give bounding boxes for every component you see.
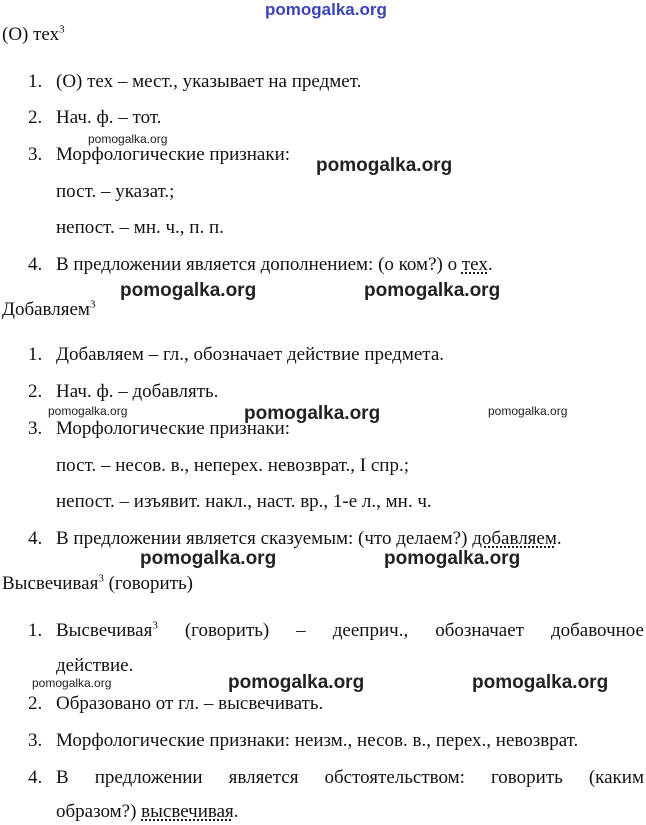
watermark: pomogalka.org [472,672,609,693]
feature-line: пост. – указат.; [56,181,175,202]
list-item: 4. В предложении является сказуемым: (что делаем?) добавляем. [28,528,562,549]
watermark: pomogalka.org [32,676,112,690]
list-item: 3. Морфологические признаки: неизм., несов. в., перех., невозврат. [28,730,579,751]
feature-line: непост. – мн. ч., п. п. [56,217,224,238]
watermark: pomogalka.org [488,404,568,418]
watermark: pomogalka.org [228,672,365,693]
list-item: 1. Добавляем – гл., обозначает действие предмета. [28,344,445,365]
watermark-top: pomogalka.org [265,0,387,19]
section-heading: Высвечивая$^3$ (говорить) [2,572,194,594]
list-item-continuation: образом?) высвечивая. [56,801,239,822]
list-item: 3. Морфологические признаки: [28,144,291,165]
watermark: pomogalka.org [364,280,501,301]
list-item: 2. Образовано от гл. – высвечивать. [28,693,324,714]
watermark: pomogalka.org [384,548,521,569]
feature-line: пост. – несов. в., неперех. невозврат., I спр.; [56,455,409,476]
list-item: 4. В предложении является обстоятельством: говорить (каким [28,767,644,788]
feature-line: непост. – изъявит. накл., наст. вр., 1-е л., мн. ч. [56,491,432,512]
list-item: 1. Высвечивая$^3$ (говорить) – дееприч., обозначает добавочное [28,619,644,641]
watermark: pomogalka.org [88,132,168,146]
section-heading: Добавляем$^3$ [2,298,96,320]
list-item: 3. Морфологические признаки: [28,418,291,439]
list-item: 4. В предложении является дополнением: (о ком?) о тех. [28,254,493,275]
watermark: pomogalka.org [316,155,453,176]
watermark: pomogalka.org [140,548,277,569]
list-item-continuation: действие. [56,655,134,676]
watermark: pomogalka.org [120,280,257,301]
watermark: pomogalka.org [48,404,128,418]
list-item: 2. Нач. ф. – добавлять. [28,381,219,402]
section-heading: (О) тех$^3$ [2,23,65,45]
watermark: pomogalka.org [244,403,381,424]
list-item: 2. Нач. ф. – тот. [28,107,162,128]
list-item: 1. (О) тех – мест., указывает на предмет. [28,71,362,92]
